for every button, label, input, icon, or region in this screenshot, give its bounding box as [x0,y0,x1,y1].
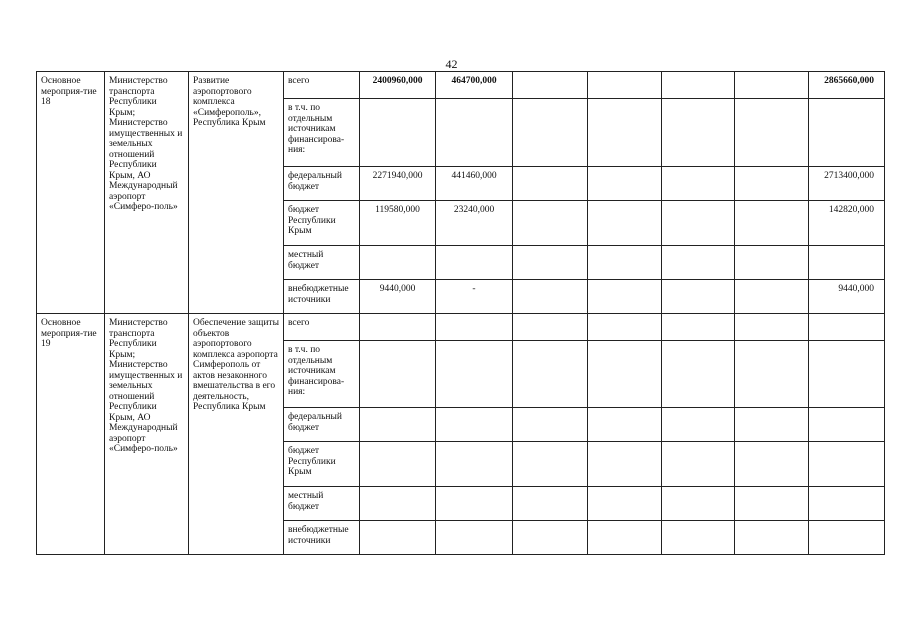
value-cell-v1 [360,408,436,442]
value-cell-v1 [360,487,436,521]
value-cell-v1: 119580,000 [360,201,436,246]
funding-source-cell: федеральный бюджет [284,167,360,201]
value-cell-total [809,442,885,487]
empty-cell [735,280,809,314]
funding-source-cell: федеральный бюджет [284,408,360,442]
table-row [37,314,885,341]
value-cell-v1 [360,341,436,408]
value-cell-v2: 441460,000 [436,167,513,201]
empty-cell [513,99,588,167]
empty-cell [588,167,662,201]
value-cell-v1 [360,442,436,487]
empty-cell [735,246,809,280]
value-cell-v2: - [436,280,513,314]
empty-cell [735,442,809,487]
empty-cell [513,341,588,408]
event-cell: Основное мероприя-тие 18 [37,72,105,314]
empty-cell [513,487,588,521]
value-cell-v1 [360,246,436,280]
value-cell-total [809,487,885,521]
empty-cell [735,167,809,201]
empty-cell [588,442,662,487]
value-cell-total [809,314,885,341]
executor-cell: Министерство транспорта Республики Крым; Министерство имущественных и земельных отношений Республики Крым, АО Международный аэропорт «Симферо-поль» [105,72,189,314]
value-cell-v2 [436,408,513,442]
empty-cell [735,408,809,442]
value-cell-total [809,246,885,280]
empty-cell [735,521,809,555]
empty-cell [735,341,809,408]
description-cell: Развитие аэропортового комплекса «Симферополь», Республика Крым [189,72,284,314]
empty-cell [662,72,735,99]
empty-cell [735,99,809,167]
value-cell-total [809,521,885,555]
value-cell-total: 2713400,000 [809,167,885,201]
value-cell-v2 [436,487,513,521]
funding-source-cell: бюджет Республики Крым [284,201,360,246]
funding-source-cell: внебюджетные источники [284,280,360,314]
empty-cell [588,408,662,442]
empty-cell [513,167,588,201]
value-cell-v2 [436,314,513,341]
value-cell-v1 [360,99,436,167]
value-cell-v2 [436,246,513,280]
event-cell: Основное мероприя-тие 19 [37,314,105,555]
funding-source-cell: всего [284,72,360,99]
value-cell-v2: 23240,000 [436,201,513,246]
value-cell-v1 [360,314,436,341]
value-cell-total [809,408,885,442]
empty-cell [662,442,735,487]
empty-cell [735,72,809,99]
empty-cell [513,314,588,341]
empty-cell [588,246,662,280]
funding-source-cell: местный бюджет [284,487,360,521]
empty-cell [662,341,735,408]
funding-source-cell: внебюджетные источники [284,521,360,555]
empty-cell [662,487,735,521]
value-cell-v1 [360,521,436,555]
empty-cell [588,201,662,246]
value-cell-v2 [436,442,513,487]
value-cell-v2 [436,521,513,555]
empty-cell [735,201,809,246]
empty-cell [662,314,735,341]
empty-cell [662,167,735,201]
value-cell-total [809,99,885,167]
table-row [37,72,885,99]
empty-cell [662,521,735,555]
value-cell-total [809,341,885,408]
value-cell-v2 [436,341,513,408]
empty-cell [513,72,588,99]
value-cell-v1: 2271940,000 [360,167,436,201]
empty-cell [513,246,588,280]
table-body [37,72,885,555]
empty-cell [662,99,735,167]
empty-cell [513,442,588,487]
funding-source-cell: в т.ч. по отдельным источникам финансирова-ния: [284,99,360,167]
value-cell-total: 9440,000 [809,280,885,314]
executor-cell: Министерство транспорта Республики Крым; Министерство имущественных и земельных отношений Республики Крым, АО Международный аэропорт «Симферо-поль» [105,314,189,555]
empty-cell [662,201,735,246]
empty-cell [735,314,809,341]
financing-table [36,71,885,555]
empty-cell [662,280,735,314]
empty-cell [513,280,588,314]
empty-cell [513,201,588,246]
funding-source-cell: всего [284,314,360,341]
value-cell-v1: 2400960,000 [360,72,436,99]
funding-source-cell: местный бюджет [284,246,360,280]
empty-cell [588,99,662,167]
empty-cell [588,341,662,408]
page-number: 42 [445,57,458,71]
empty-cell [662,408,735,442]
empty-cell [588,314,662,341]
description-cell: Обеспечение защиты объектов аэропортового комплекса аэропорта Симферополь от актов незаконного вмешательства в его деятельность, Республика Крым [189,314,284,555]
empty-cell [588,487,662,521]
empty-cell [588,521,662,555]
funding-source-cell: в т.ч. по отдельным источникам финансирова-ния: [284,341,360,408]
empty-cell [513,521,588,555]
empty-cell [662,246,735,280]
empty-cell [513,408,588,442]
empty-cell [735,487,809,521]
value-cell-total: 142820,000 [809,201,885,246]
funding-source-cell: бюджет Республики Крым [284,442,360,487]
value-cell-v1: 9440,000 [360,280,436,314]
value-cell-total: 2865660,000 [809,72,885,99]
empty-cell [588,280,662,314]
value-cell-v2: 464700,000 [436,72,513,99]
empty-cell [588,72,662,99]
value-cell-v2 [436,99,513,167]
